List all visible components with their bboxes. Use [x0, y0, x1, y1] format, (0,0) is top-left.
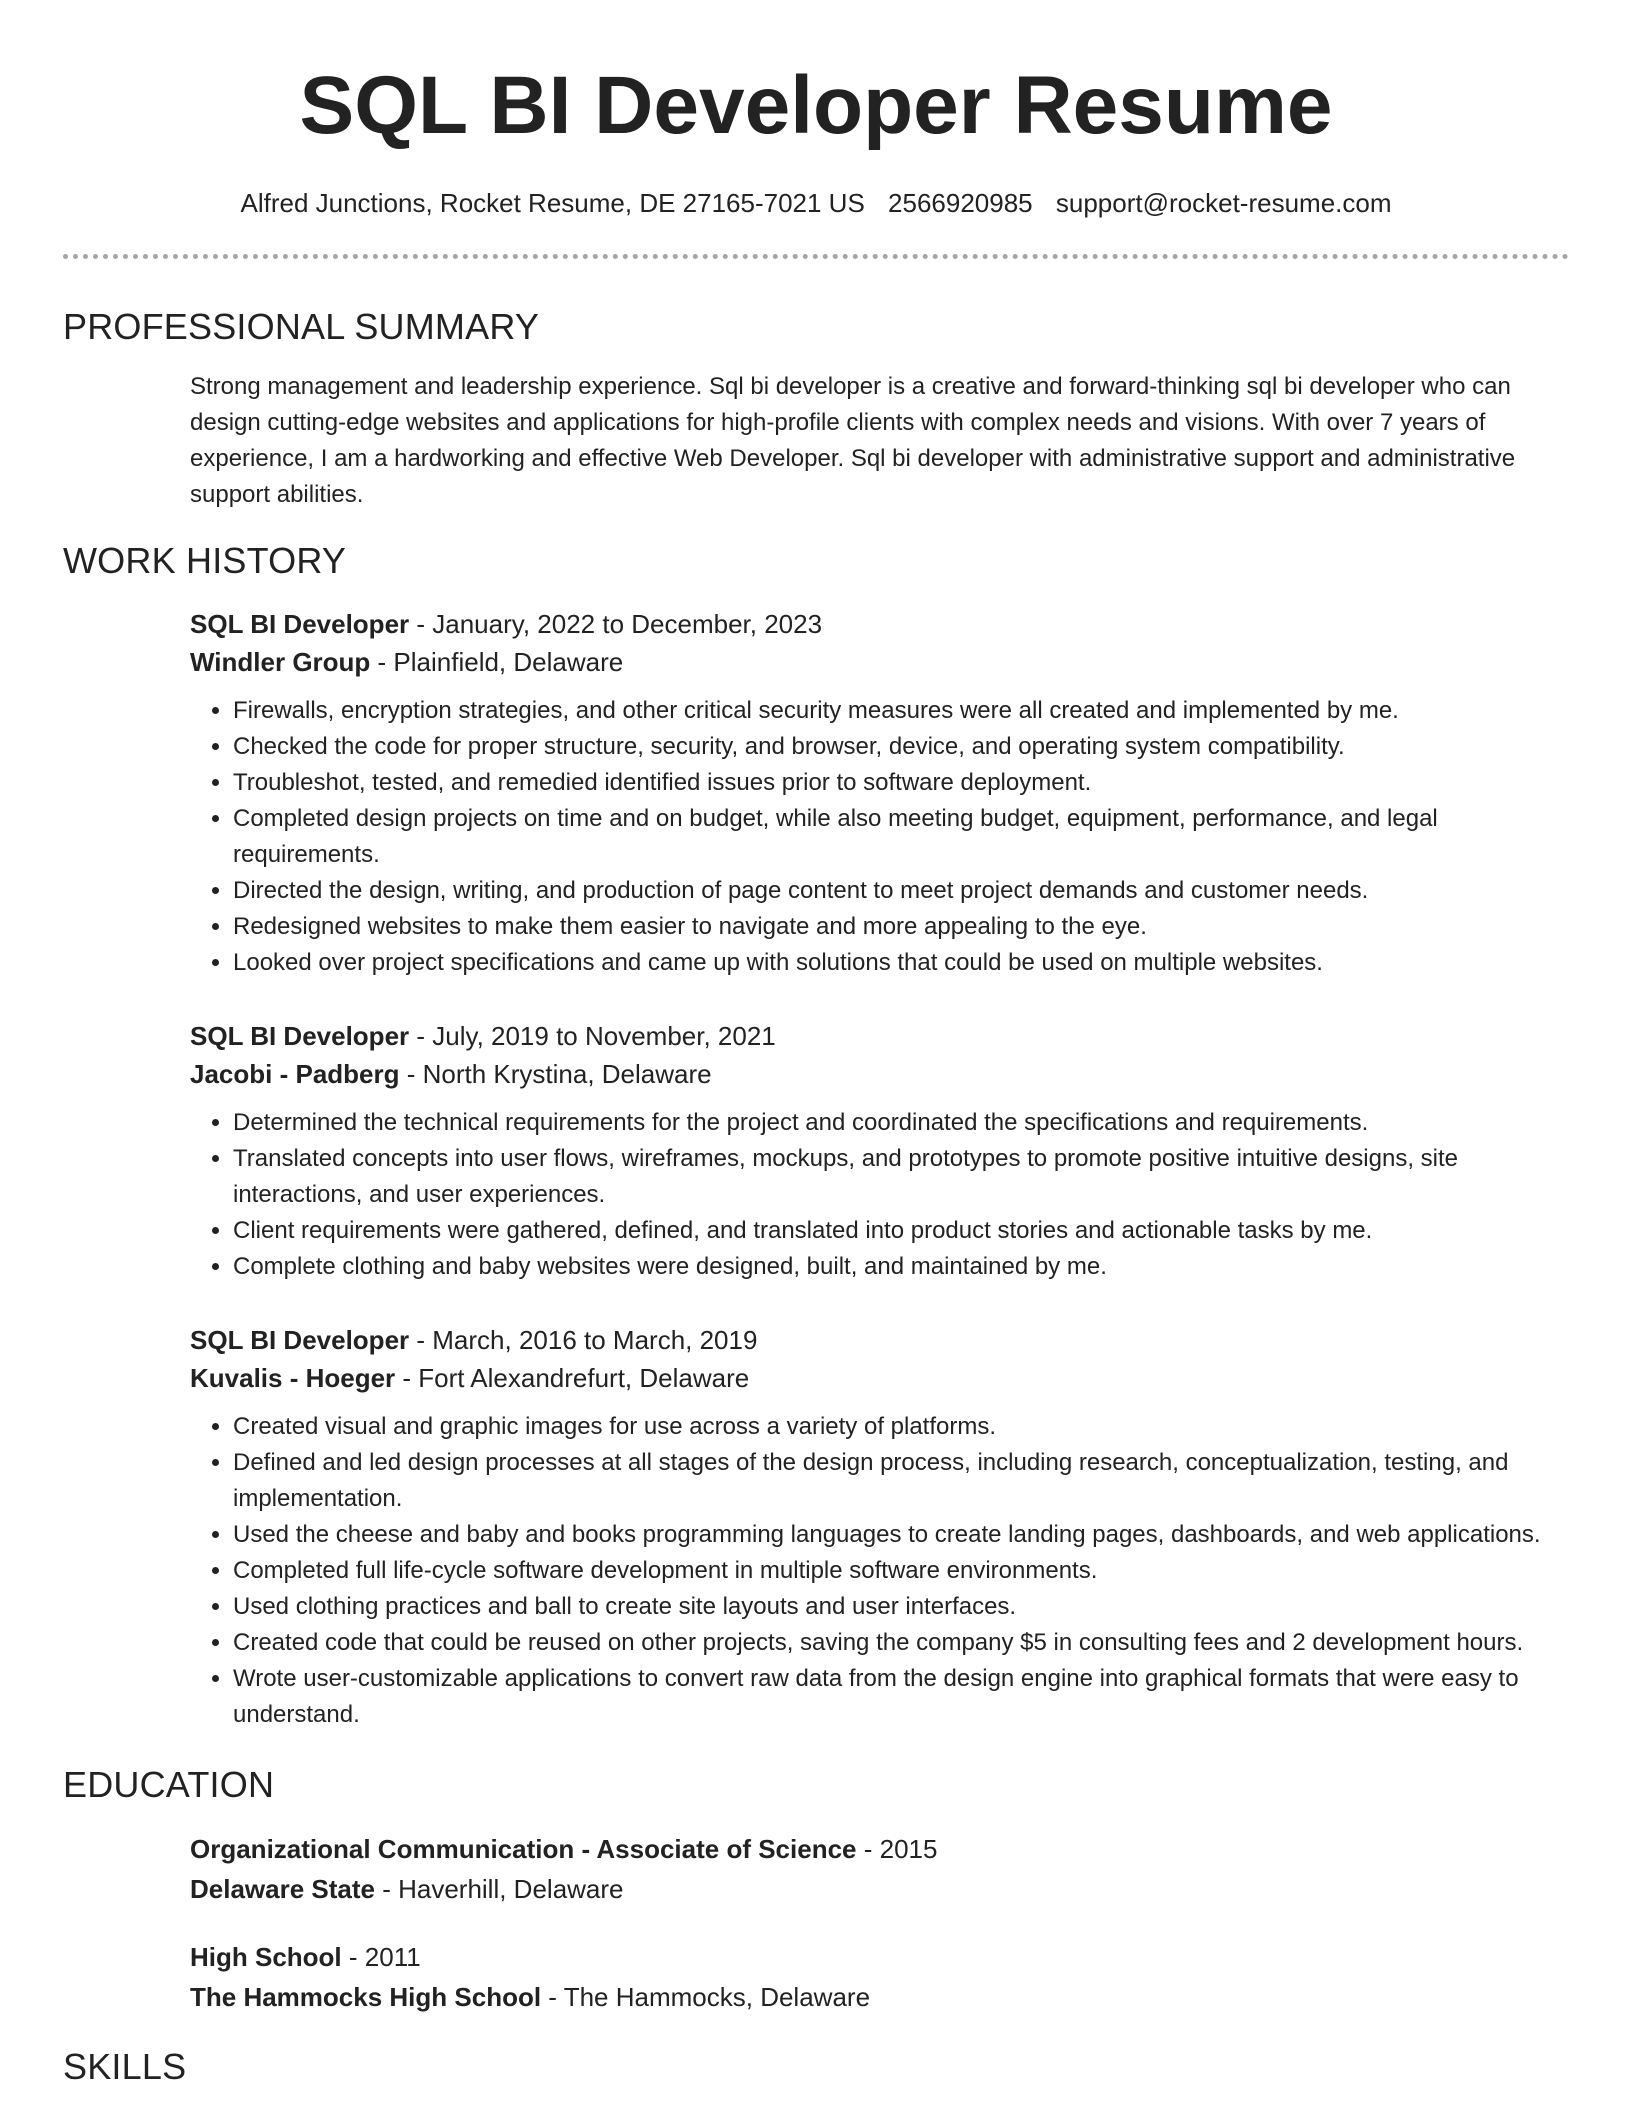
job-dates: - July, 2019 to November, 2021 [409, 1021, 776, 1051]
job-bullet: • Used the cheese and baby and books programming languages to create landing pages, dashboards, and web applications. [233, 1517, 1569, 1553]
contact-email: support@rocket-resume.com [1055, 188, 1392, 218]
job-bullet: • Looked over project specifications and came up with solutions that could be used on multiple websites. [233, 945, 1569, 981]
job-company: Windler Group [190, 647, 371, 677]
job-bullet: • Completed full life-cycle software development in multiple software environments. [233, 1553, 1569, 1589]
job-bullets [190, 1409, 1569, 1733]
education-school-line [190, 1869, 1632, 1909]
job-bullet: • Firewalls, encryption strategies, and other critical security measures were all created and implemented by me. [233, 693, 1569, 729]
job-bullets [190, 1105, 1569, 1285]
job-title-line [190, 1321, 1569, 1359]
education-degree-line [190, 1937, 1632, 1977]
section-heading-work-history: WORK HISTORY [63, 540, 347, 581]
header-divider [63, 254, 1569, 259]
job-company-line [190, 1055, 1569, 1093]
job-bullet: • Client requirements were gathered, defined, and translated into product stories and actionable tasks by me. [233, 1213, 1569, 1249]
job-location: - North Krystina, Delaware [399, 1059, 712, 1089]
job-bullet: • Completed design projects on time and on budget, while also meeting budget, equipment, performance, and legal requirements. [233, 801, 1569, 873]
contact-phone: 2566920985 [888, 188, 1033, 218]
job-bullet: • Wrote user-customizable applications to convert raw data from the design engine into graphical formats that were easy to understand. [233, 1661, 1569, 1733]
education-degree: High School [190, 1942, 342, 1972]
education-school-line [190, 1977, 1632, 2017]
job-bullet: • Used clothing practices and ball to create site layouts and user interfaces. [233, 1589, 1569, 1625]
education-school: Delaware State [190, 1874, 375, 1904]
job-bullet: • Determined the technical requirements for the project and coordinated the specifications and requirements. [233, 1105, 1569, 1141]
education-school: The Hammocks High School [190, 1982, 542, 2012]
job-company: Jacobi - Padberg [190, 1059, 400, 1089]
job-dates: - March, 2016 to March, 2019 [409, 1325, 758, 1355]
summary-text: Strong management and leadership experience. Sql bi developer is a creative and forward-thinking sql bi developer who can design cutting-edge websites and applications for high-profile clients with complex needs and visions. With over 7 years of experience, I am a hardworking and effective Web Developer. Sql bi developer with administrative support and administrative support abilities. [190, 373, 1516, 508]
job-bullet: • Created code that could be reused on other projects, saving the company $5 in consulting fees and 2 development hours. [233, 1625, 1569, 1661]
job-company: Kuvalis - Hoeger [190, 1363, 396, 1393]
education-year: - 2015 [856, 1834, 938, 1864]
job-title-line [190, 1017, 1569, 1055]
job-bullet: • Created visual and graphic images for use across a variety of platforms. [233, 1409, 1569, 1445]
job-company-line [190, 1359, 1569, 1397]
job-dates: - January, 2022 to December, 2023 [409, 609, 823, 639]
contact-address: Alfred Junctions, Rocket Resume, DE 27165-7021 US [240, 188, 865, 218]
job-bullet: • Translated concepts into user flows, wireframes, mockups, and prototypes to promote positive intuitive designs, site interactions, and user experiences. [233, 1141, 1569, 1213]
job-company-line [190, 643, 1569, 681]
job-bullet: • Troubleshot, tested, and remedied identified issues prior to software deployment. [233, 765, 1569, 801]
section-heading-summary: PROFESSIONAL SUMMARY [63, 306, 540, 347]
resume-title: SQL BI Developer Resume [299, 60, 1333, 151]
job-bullet: • Defined and led design processes at all stages of the design process, including research, conceptualization, testing, and implementation. [233, 1445, 1569, 1517]
education-entry [190, 1829, 1632, 1909]
job-bullet: • Complete clothing and baby websites were designed, built, and maintained by me. [233, 1249, 1569, 1285]
job-title: SQL BI Developer [190, 1021, 410, 1051]
job-location: - Plainfield, Delaware [370, 647, 624, 677]
job-title-line [190, 605, 1569, 643]
job-entry [190, 1017, 1569, 1285]
education-location: - The Hammocks, Delaware [541, 1982, 871, 2012]
education-year: - 2011 [341, 1942, 421, 1972]
job-entry [190, 1321, 1569, 1733]
job-bullet: • Checked the code for proper structure, security, and browser, device, and operating system compatibility. [233, 729, 1569, 765]
job-bullet: • Directed the design, writing, and production of page content to meet project demands and customer needs. [233, 873, 1569, 909]
education-location: - Haverhill, Delaware [374, 1874, 624, 1904]
job-entry [190, 605, 1569, 981]
job-bullet: • Redesigned websites to make them easier to navigate and more appealing to the eye. [233, 909, 1569, 945]
job-location: - Fort Alexandrefurt, Delaware [395, 1363, 750, 1393]
education-degree-line [190, 1829, 1632, 1869]
section-heading-education: EDUCATION [63, 1764, 275, 1805]
education-degree: Organizational Communication - Associate of Science [190, 1834, 857, 1864]
education-entry [190, 1937, 1632, 2017]
job-title: SQL BI Developer [190, 609, 410, 639]
job-title: SQL BI Developer [190, 1325, 410, 1355]
contact-line [0, 186, 1632, 220]
section-heading-skills: SKILLS [63, 2046, 187, 2087]
job-bullets [190, 693, 1569, 981]
